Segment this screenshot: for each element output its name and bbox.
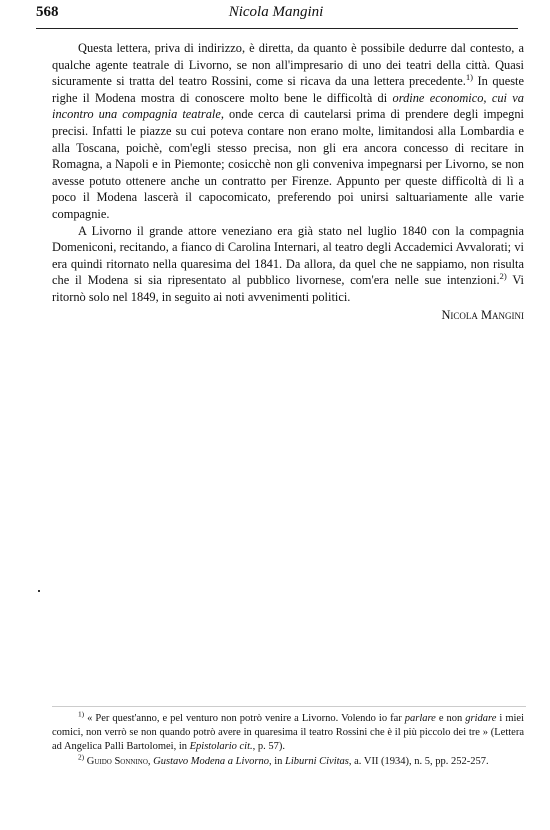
paragraph-1 bbox=[52, 40, 524, 223]
running-head: Nicola Mangini bbox=[228, 4, 324, 20]
footnote-2-journal: Liburni Civitas bbox=[285, 755, 349, 767]
footnote-2-author: Guido Sonnino bbox=[86, 755, 148, 767]
footnote-2-text-a: , bbox=[147, 755, 154, 767]
p1-text-c: onde cerca di cautelarsi prima di prendere degli impegni precisi. Infatti le piazze su cui poteva contare non erano molte, limitandosi alla Lombardia e alla Toscana, poichè, com'egli stesso precisa, non gli era ancora concesso di recitare in Romagna, a Napoli e in Piemonte; cosicchè non gli conveniva impegnarsi per Livorno, se non avesse potuto ottenere anche un contratto per Firenze. Appunto per queste difficoltà di lì a poco il Modena lascerà il capocomicato, preferendo poi unirsi saltuariamente alle varie compagnie. bbox=[52, 107, 524, 221]
footnote-1-italic-b: gridare bbox=[465, 713, 497, 724]
footnote-separator bbox=[52, 706, 526, 707]
footnote-1-text-b: e non bbox=[435, 713, 466, 724]
page-header bbox=[36, 4, 516, 24]
footnote-ref-2[interactable]: 2) bbox=[499, 271, 507, 282]
footnote-2-text-c: , a. VII (1934), n. 5, pp. 252-257. bbox=[348, 755, 489, 767]
p2-text-a: A Livorno il grande attore veneziano era già stato nel luglio 1840 con la compagnia Domeniconi, recitando, a fianco di Carolina Internari, al teatro degli Accademici Avvalorati; vi era quindi ritornato nella quaresima del 1841. Da allora, da quel che ne sappiamo, non risulta che il Modena si sia ripresentato al pubblico livornese, com'era nelle sue intenzioni. bbox=[52, 223, 524, 288]
footnote-1-number: 1) bbox=[78, 709, 85, 719]
footnote-2-number: 2) bbox=[78, 752, 85, 762]
p1-italic: ordine economico, cui va incontro una compagnia teatrale, bbox=[52, 90, 524, 122]
footnote-1-text-a: « Per quest'anno, e pel venturo non potrò venire a Livorno. Volendo io far bbox=[84, 713, 405, 724]
author-signature: Nicola Mangini bbox=[441, 307, 524, 322]
footnote-2 bbox=[52, 752, 524, 769]
footnotes bbox=[52, 709, 524, 769]
p1-text-a: Questa lettera, priva di indirizzo, è diretta, da quanto è possibile dedurre dal contesto, a qualche agente teatrale di Livorno, se non all'impresario di uno dei teatri della città. Quasi sicuramente si tratta del teatro Rossini, come si ricava da una lettera precedente. bbox=[52, 41, 524, 89]
p1-text-b: In queste righe il Modena mostra di conoscere molto bene le difficoltà di bbox=[52, 74, 524, 105]
footnote-1-italic-a: parlare bbox=[404, 713, 436, 724]
footnote-1-text-c: i miei comici, non verrò se non quando potrò avere in quaresima il teatro Rossini che è il più piccolo dei tre » (Lettera ad Angelica Palli Bartolomei, in bbox=[52, 713, 524, 753]
p2-text-b: Vi ritornò solo nel 1849, in seguito ai noti avvenimenti politici. bbox=[52, 273, 524, 304]
footnote-2-text-b: , in bbox=[268, 755, 285, 767]
paragraph-2 bbox=[52, 223, 524, 306]
header-rule bbox=[36, 28, 518, 29]
main-text bbox=[52, 40, 524, 323]
footnote-1 bbox=[52, 709, 524, 755]
footnote-2-title: Gustavo Modena a Livorno bbox=[153, 755, 269, 767]
footnote-1-text-d: , p. 57). bbox=[252, 741, 286, 753]
footnote-1-italic-c: Epistolario cit. bbox=[189, 741, 253, 753]
footnote-ref-1[interactable]: 1) bbox=[465, 72, 474, 83]
stray-mark bbox=[38, 590, 40, 592]
page-number: 568 bbox=[36, 4, 59, 20]
